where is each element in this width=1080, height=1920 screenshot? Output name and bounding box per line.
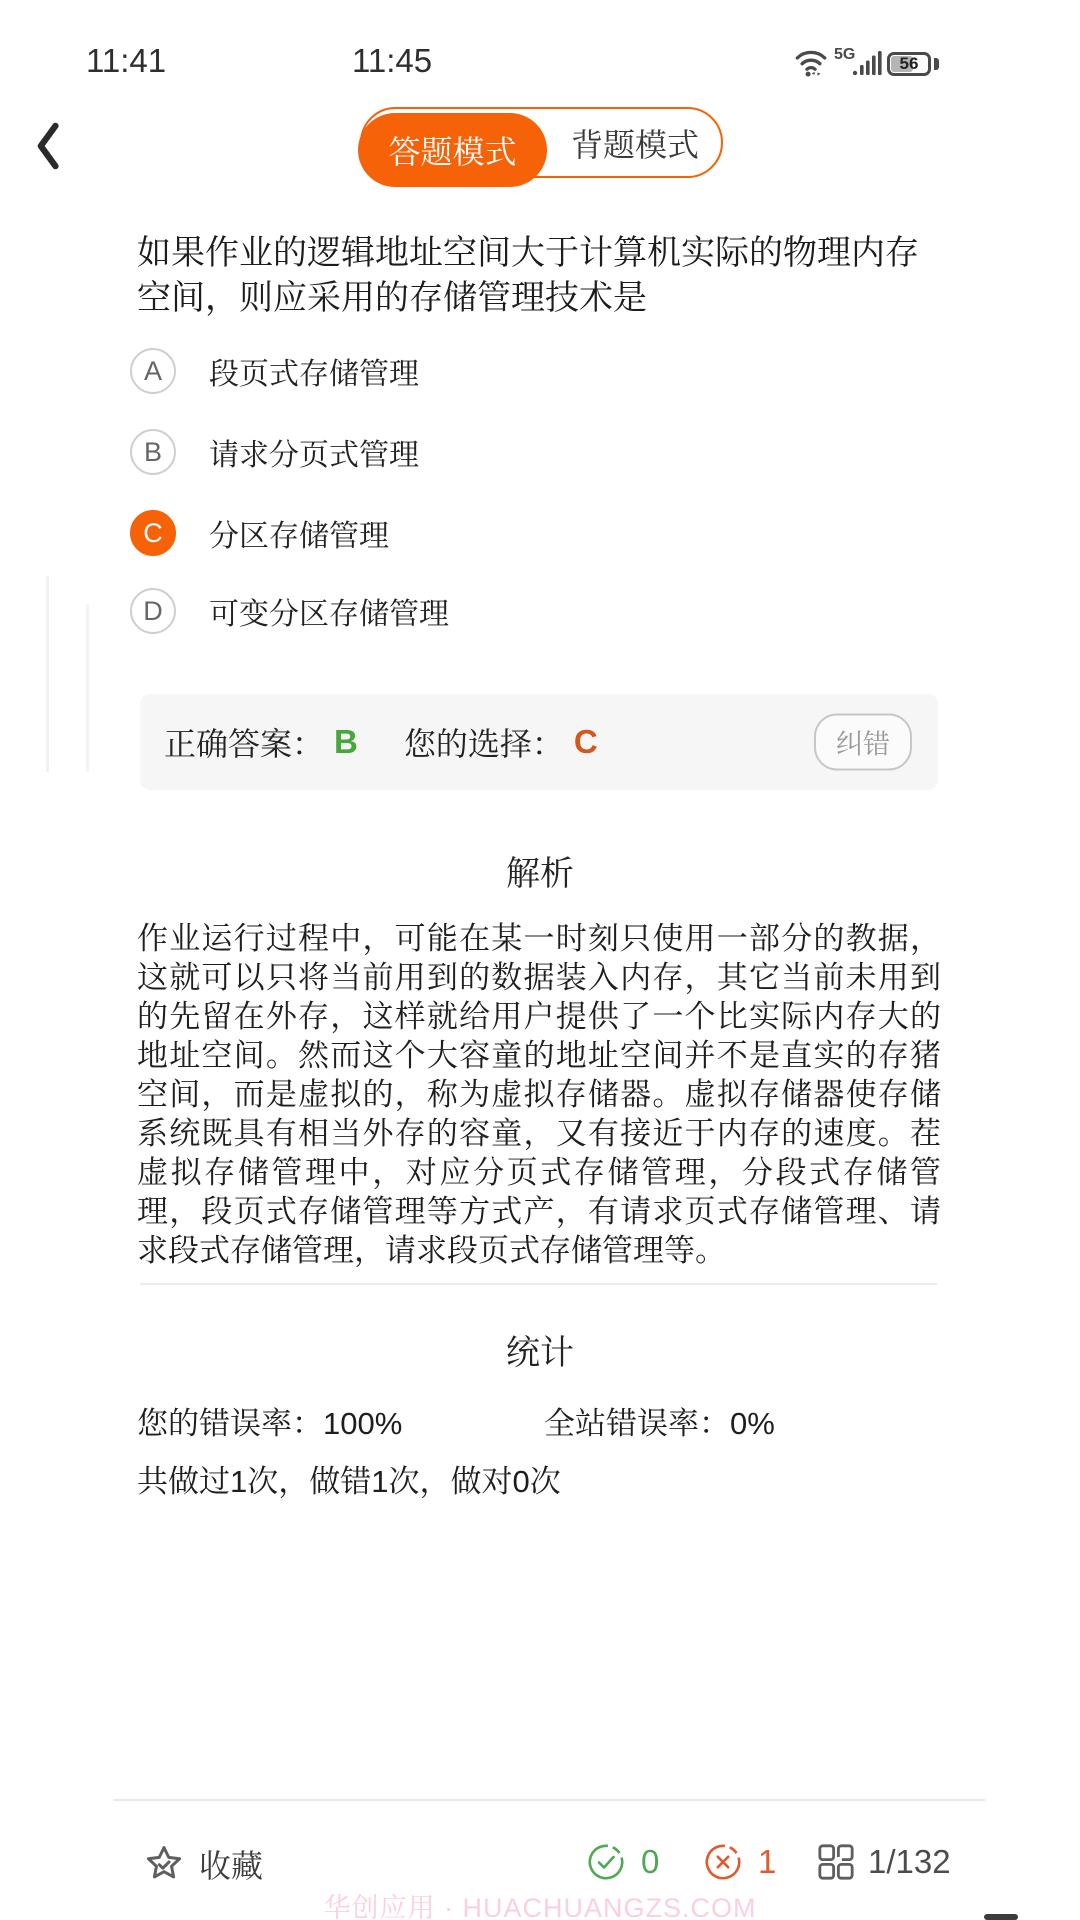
attempts-summary: 共做过1次，做错1次，做对0次 [137,1464,561,1499]
scroll-artifact-line [86,604,89,772]
analysis-title: 解析 [506,855,574,893]
correct-answer-label: 正确答案： [164,726,325,762]
battery-percent: 56 [899,54,919,73]
scroll-artifact-line [46,576,49,772]
question-list-button[interactable] [817,1843,951,1881]
back-button[interactable] [28,116,72,176]
correct-counter[interactable] [587,1843,659,1881]
question-text: 如果作业的逻辑地址空间大于计算机实际的物理内存空间，则应采用的存储管理技术是 [137,234,919,317]
tab-answer-mode[interactable] [358,113,547,187]
option-a-badge: A [130,348,176,394]
wrong-counter[interactable] [704,1843,776,1881]
favorite-label: 收藏 [199,1848,264,1884]
option-d[interactable] [130,588,950,634]
grid-icon [817,1843,855,1881]
your-choice-value: C [573,723,598,760]
signal-bars-icon [852,50,882,76]
wifi-icon [793,46,829,78]
battery-icon [887,52,931,76]
report-error-button[interactable]: 纠错 [814,714,912,771]
wrong-count: 1 [758,1843,777,1880]
site-error-rate [544,1398,775,1443]
stats-title: 统计 [506,1334,574,1372]
x-circle-icon [704,1843,742,1881]
answer-card [140,694,938,790]
option-b-badge: B [130,429,176,475]
status-time-secondary: 11:41 [86,42,167,79]
my-error-rate-label: 您的错误率： [137,1406,323,1441]
option-b-text: 请求分页式管理 [209,439,419,472]
tab-answer-mode-label: 答题模式 [388,134,517,170]
option-a[interactable] [130,348,950,394]
site-error-rate-value: 0% [730,1406,775,1441]
corner-sliver [984,1914,1018,1920]
analysis-body: 作业运行过程中，可能在某一时刻只使用一部分的教据，这就可以只将当前用到的数据装入内存，其它当前未用到的先留在外存，这样就给用户提供了一个比实际内存大的地址空间。然而这个大容童的地址空间并不是直实的存猪空间，而是虚拟的，称为虚拟存储器。虚拟存储器使存储系统既具有相当外存的容童，又有接近于内存的速度。茬虚拟存储管理中，对应分页式存储管理，分段式存储管理，段页式存储管理等方式产，有请求页式存储管理、请求段式存储管理，请求段页式存储管理等。 [137,921,941,1268]
correct-count: 0 [641,1843,660,1880]
option-d-text: 可变分区存储管理 [209,598,449,631]
star-icon [143,1843,185,1885]
your-choice-label: 您的选择： [403,726,564,762]
my-error-rate-value: 100% [323,1406,403,1441]
favorite-button[interactable] [143,1841,263,1887]
check-circle-icon [587,1843,625,1881]
option-b[interactable] [130,429,950,475]
correct-answer-value: B [334,723,358,760]
network-type-label: 5G [834,46,856,63]
option-c-text: 分区存储管理 [209,520,389,553]
status-icons [793,44,1043,84]
option-d-badge: D [130,588,176,634]
my-error-rate [137,1398,402,1443]
option-c-badge: C [130,510,176,556]
tab-recite-mode-label: 背题模式 [570,126,699,163]
option-a-text: 段页式存储管理 [209,358,419,391]
tab-recite-mode[interactable] [549,109,721,176]
progress-indicator: 1/132 [868,1843,951,1880]
bottom-bar-divider [113,1799,985,1801]
option-c[interactable] [130,510,950,556]
status-time: 11:45 [352,42,433,79]
watermark-text: 华创应用 · HUACHUANGZS.COM [323,1893,757,1920]
site-error-rate-label: 全站错误率： [544,1406,730,1441]
section-divider [140,1283,937,1285]
mode-toggle [360,107,723,178]
battery-nub [934,58,939,70]
